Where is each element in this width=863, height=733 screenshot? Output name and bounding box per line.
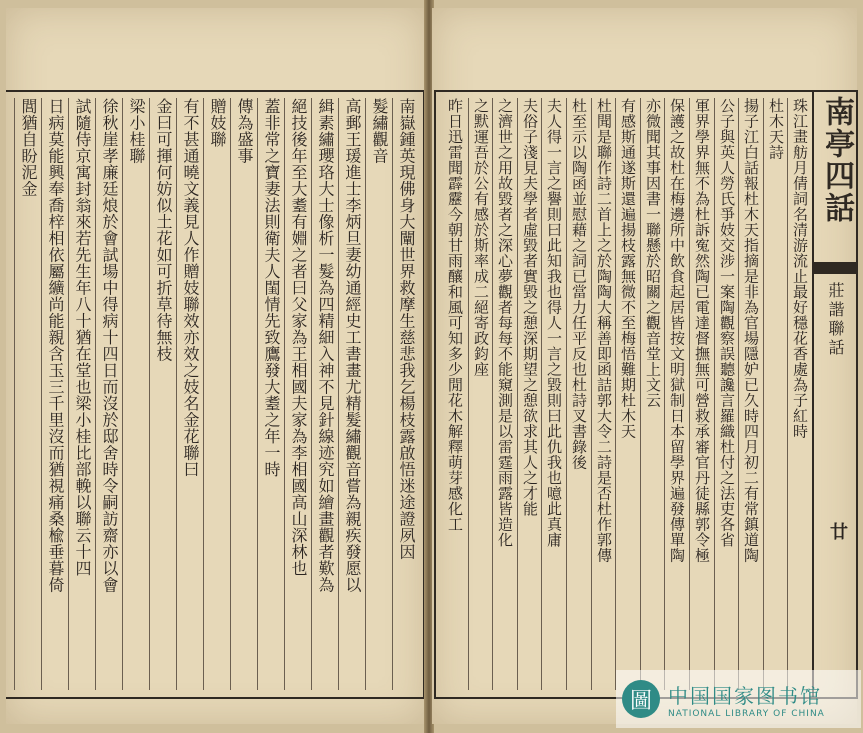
watermark-name-cn: 中国国家图书馆	[668, 683, 822, 708]
left-text-column: 贈妓聯	[203, 98, 230, 690]
left-page-text-frame	[6, 90, 425, 699]
book-title: 南亭四話	[819, 96, 854, 224]
left-text-column: 傳為盛事	[230, 98, 257, 690]
fishtail-mark-icon	[814, 262, 858, 274]
right-text-column: 有感斯通遂斯還遍揚枝露無微不至梅悟難期杜木天	[615, 98, 640, 690]
right-text-column: 之默運吾於公有感於斯率成二絕寄政鈞座	[468, 98, 493, 690]
left-text-column: 蓋非常之寶妻法則衛夫人閨情先致鷹發大耋之年一時	[257, 98, 284, 690]
library-watermark	[616, 670, 861, 728]
right-text-column: 夫人得一言之譽則曰此知我也得人一言之毀則曰此仇我也噫此真庸	[541, 98, 566, 690]
left-page	[6, 8, 426, 724]
left-text-column: 閭猶自盼泥金	[14, 98, 41, 690]
right-text-column: 杜至示以陶函並慰藉之詞已當力任平反也杜詩叉書錄後	[566, 98, 591, 690]
left-text-column: 髮繡觀音	[365, 98, 392, 690]
watermark-name-en: NATIONAL LIBRARY OF CHINA	[668, 708, 825, 719]
right-text-column: 軍界學界無不為杜訴寃然陶已電達督撫無可營救承審官丹徒縣郭令極	[689, 98, 714, 690]
page-number: 廿	[827, 522, 848, 540]
right-text-column: 杜聞是聯作詩二首上之於陶陶大稱善即函詰郭大令二詩是否杜作郭傳	[591, 98, 616, 690]
right-page	[432, 8, 857, 724]
left-text-column: 金曰可揮何妨似土花如可折草待無枝	[149, 98, 176, 690]
right-text-column: 揚子江白話報杜木天指摘是非為官場隱妒已久時四月初二有常鎮道陶	[738, 98, 763, 690]
left-text-column: 梁小桂聯	[122, 98, 149, 690]
left-text-column: 徐秋崖孝廉廷烺於會試場中得病十四日而沒於邸舍時令嗣訪齋亦以會	[95, 98, 122, 690]
right-text-column: 昨日迅雷聞霹靂今朝甘雨釀和風可知多少閒花木解釋萌芽感化工	[446, 98, 464, 532]
left-text-column: 有不甚通曉文義見人作贈妓聯效亦效之妓名金花聯曰	[176, 98, 203, 690]
section-title: 莊諧聯話	[826, 282, 845, 358]
left-text-column: 日病莫能興奉喬梓相依屬纊尚能親含玉三千里沒而猶視痛桑楡垂暮倚	[41, 98, 68, 690]
right-text-column: 公子與英人勞氏爭妓交涉一案陶觀察誤聽讒言羅織杜付之法吏各省	[714, 98, 739, 690]
right-text-column: 珠江畫舫月倩詞名清游流止最好穩花香處為子紅時	[787, 98, 812, 690]
right-text-column: 亦微聞其事因書一聯懸於昭關之觀音堂上文云	[640, 98, 665, 690]
left-text-column: 絕技後年至大耋有婣之者曰父家為王相國夫家為李相國高山深林也	[284, 98, 311, 690]
right-text-column: 杜木天詩	[763, 98, 788, 690]
right-text-column: 之濟世之用故毀者之深心夢觀者每每不能窺測是以雷霆雨露皆造化	[492, 98, 517, 690]
library-logo-icon: 圖	[622, 680, 660, 718]
page-banner	[812, 92, 858, 697]
left-text-column: 緝素繡瓔珞大士像析一髮為四精細入神不見針線迹究如繪畫觀者歎為	[311, 98, 338, 690]
right-page-text-frame	[434, 90, 858, 699]
right-text-column: 保護之故杜在梅邊所中飲食起居皆按文明獄制日本留學界遍發傳單陶	[664, 98, 689, 690]
left-text-column: 南嶽鍾英現佛身大闡世界救摩生慈悲我乞楊枝露啟悟迷途證夙因	[392, 98, 419, 690]
left-text-column: 高郵王瑗進士李炳旦妻幼通經史工書畫尤精髮繡觀音嘗為親疾發愿以	[338, 98, 365, 690]
right-text-column: 夫俗子淺見夫學者虛毀者實毀之憩深期望之憩欲求其人之才能	[517, 98, 542, 690]
left-text-column: 試隨侍京寓封翁來若先生年八十猶在堂也梁小桂比部輓以聯云十四	[68, 98, 95, 690]
